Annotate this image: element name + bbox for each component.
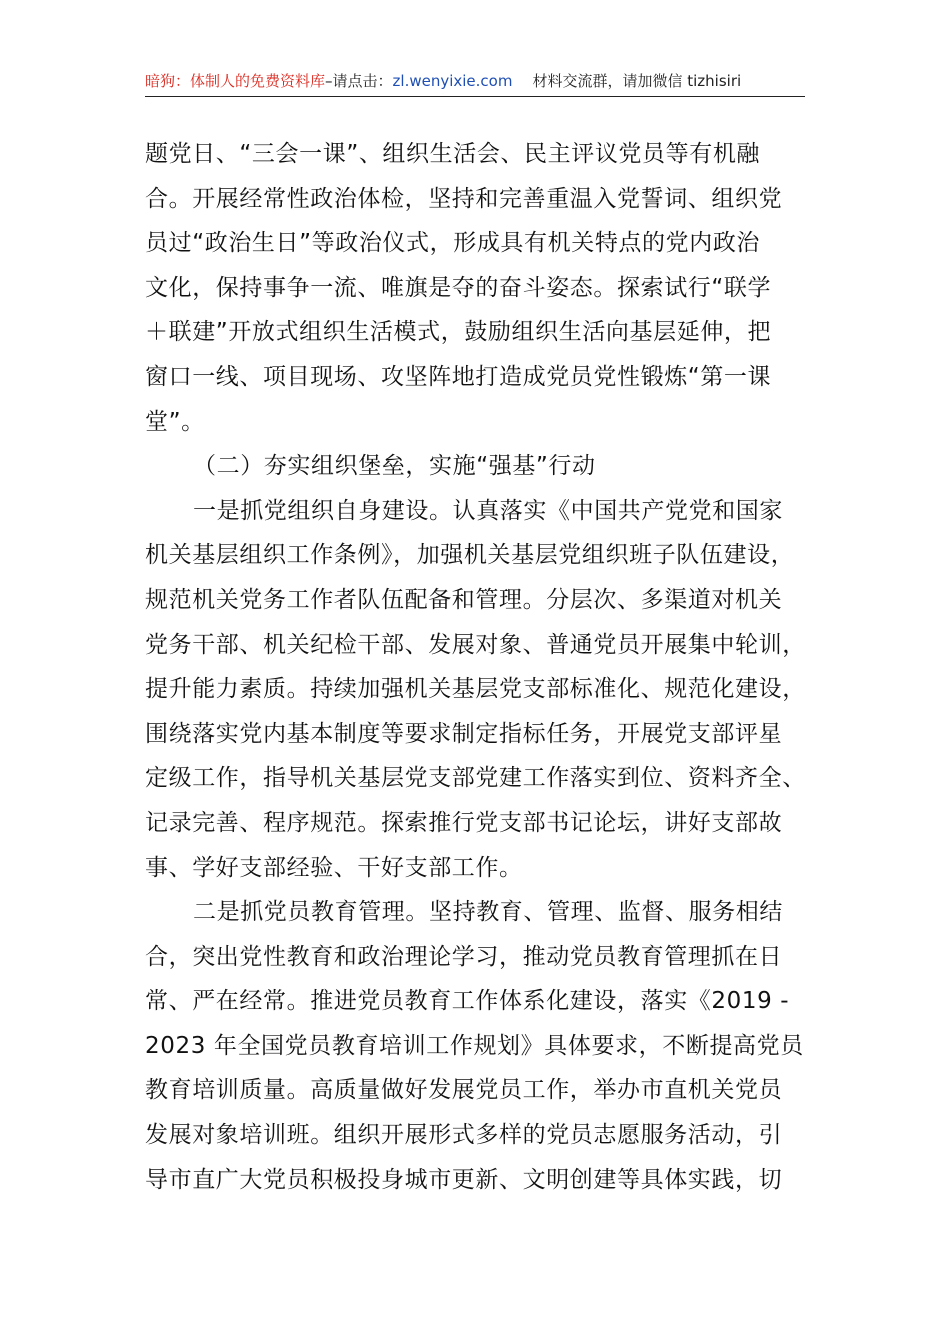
paragraph-line: 规范机关党务工作者队伍配备和管理。分层次、多渠道对机关 bbox=[145, 586, 783, 613]
paragraph-line: 常、严在经常。推进党员教育工作体系化建设，落实《2019 - bbox=[145, 988, 790, 1015]
paragraph-line: 记录完善、程序规范。探索推行党支部书记论坛，讲好支部故 bbox=[145, 809, 783, 836]
paragraph-line: 发展对象培训班。组织开展形式多样的党员志愿服务活动，引 bbox=[145, 1122, 783, 1149]
paragraph-line: 教育培训质量。高质量做好发展党员工作，举办市直机关党员 bbox=[145, 1077, 783, 1104]
section-heading: （二）夯实组织堡垒，实施“强基”行动 bbox=[193, 453, 596, 480]
paragraph-line: 合。开展经常性政治体检，坚持和完善重温入党誓词、组织党 bbox=[145, 185, 783, 212]
paragraph-line: 导市直广大党员积极投身城市更新、文明创建等具体实践，切 bbox=[145, 1166, 783, 1193]
paragraph-line: 题党日、“三会一课”、组织生活会、民主评议党员等有机融 bbox=[145, 141, 761, 167]
paragraph-line: ＋联建”开放式组织生活模式，鼓励组织生活向基层延伸，把 bbox=[145, 319, 772, 346]
paragraph-line: 堂”。 bbox=[145, 408, 205, 435]
header-site-name: 暗狗：体制人的免费资料库 bbox=[145, 72, 326, 90]
paragraph-line: 二是抓党员教育管理。坚持教育、管理、监督、服务相结 bbox=[193, 899, 783, 926]
paragraph-line: 事、学好支部经验、干好支部工作。 bbox=[145, 854, 523, 881]
header-divider bbox=[145, 96, 805, 97]
document-body bbox=[145, 132, 810, 1202]
paragraph-line: 一是抓党组织自身建设。认真落实《中国共产党党和国家 bbox=[193, 497, 783, 524]
paragraph-line: 合，突出党性教育和政治理论学习，推动党员教育管理抓在日 bbox=[145, 943, 783, 970]
paragraph-line: 文化，保持事争一流、唯旗是夺的奋斗姿态。探索试行“联学 bbox=[145, 274, 772, 301]
page-header bbox=[145, 68, 805, 96]
paragraph-line: 机关基层组织工作条例》，加强机关基层党组织班子队伍建设， bbox=[145, 542, 795, 569]
paragraph-line: 党务干部、机关纪检干部、发展对象、普通党员开展集中轮训， bbox=[145, 631, 806, 658]
paragraph-line: 定级工作，指导机关基层党支部党建工作落实到位、资料齐全、 bbox=[145, 765, 806, 792]
paragraph-line: 2023 年全国党员教育培训工作规划》具体要求，不断提高党员 bbox=[145, 1032, 804, 1059]
paragraph-line: 员过“政治生日”等政治仪式，形成具有机关特点的党内政治 bbox=[145, 230, 761, 257]
paragraph-line: 窗口一线、项目现场、攻坚阵地打造成党员党性锻炼“第一课 bbox=[145, 363, 772, 390]
header-wechat-note: 材料交流群，请加微信 tizhisiri bbox=[532, 72, 742, 90]
paragraph-line: 围绕落实党内基本制度等要求制定指标任务，开展党支部评星 bbox=[145, 720, 783, 747]
header-click-prompt: –请点击： bbox=[325, 72, 393, 90]
header-url-link[interactable]: zl.wenyixie.com bbox=[392, 72, 513, 90]
paragraph-line: 提升能力素质。持续加强机关基层党支部标准化、规范化建设， bbox=[145, 676, 806, 703]
